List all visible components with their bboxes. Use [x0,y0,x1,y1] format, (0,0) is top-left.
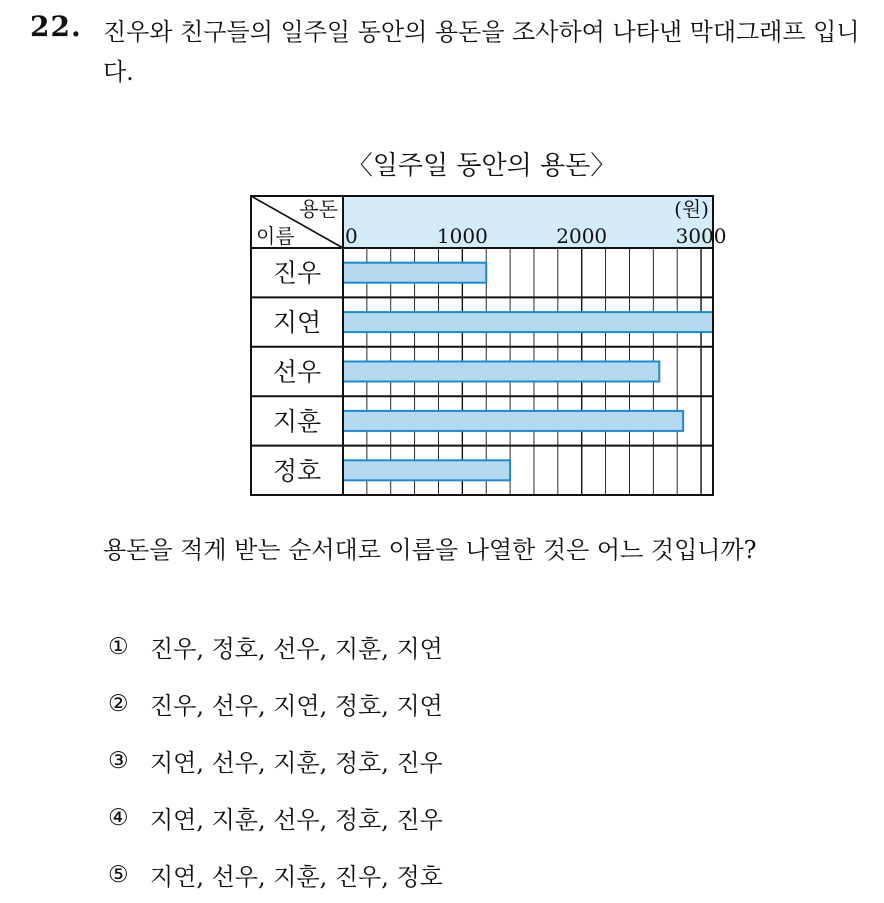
unit-label: (원) [674,197,709,221]
bar [343,411,683,431]
category-labels [273,259,321,486]
answer-option-3[interactable] [108,732,443,789]
option-number: ⑤ [108,861,129,888]
tick-label: 0 [345,224,358,248]
option-number: ④ [108,804,129,831]
category-label: 진우 [272,258,322,288]
bar [343,312,713,332]
tick-label: 3000 [675,224,727,248]
answer-option-5[interactable] [108,846,443,903]
header-background [343,196,713,248]
bar [343,460,510,480]
answer-option-2[interactable] [108,675,443,732]
question-number: 22. [30,10,82,43]
tick-label: 2000 [556,224,608,248]
option-text: 지연, 지훈, 선우, 정호, 진우 [150,806,443,834]
option-text: 지연, 선우, 지훈, 진우, 정호 [150,863,443,891]
option-number: ① [108,633,129,660]
category-label: 지연 [272,308,322,338]
question-text: 진우와 친구들의 일주일 동안의 용돈을 조사하여 나타낸 막대그래프 입니다. [103,18,860,86]
answer-option-4[interactable] [108,789,443,846]
option-number: ② [108,690,129,717]
option-number: ③ [108,747,129,774]
option-text: 진우, 정호, 선우, 지훈, 지연 [150,635,443,663]
header-category-label: 이름 [256,224,295,248]
chart-title: 〈일주일 동안의 용돈〉 [346,151,617,181]
bar-chart [250,195,727,501]
tick-label: 1000 [436,224,488,248]
bars [343,263,713,481]
category-label: 정호 [272,456,322,486]
answer-option-1[interactable] [108,618,443,675]
category-label: 지훈 [272,406,322,436]
category-label: 선우 [272,357,322,387]
answer-options [108,618,443,903]
bar [343,263,486,283]
bar [343,362,659,382]
option-text: 진우, 선우, 지연, 정호, 지연 [150,692,443,720]
question-prompt: 용돈을 적게 받는 순서대로 이름을 나열한 것은 어느 것입니까? [103,536,757,564]
bar-chart-svg [250,195,727,497]
option-text: 지연, 선우, 지훈, 정호, 진우 [150,749,443,777]
header-value-label: 용돈 [299,197,338,221]
